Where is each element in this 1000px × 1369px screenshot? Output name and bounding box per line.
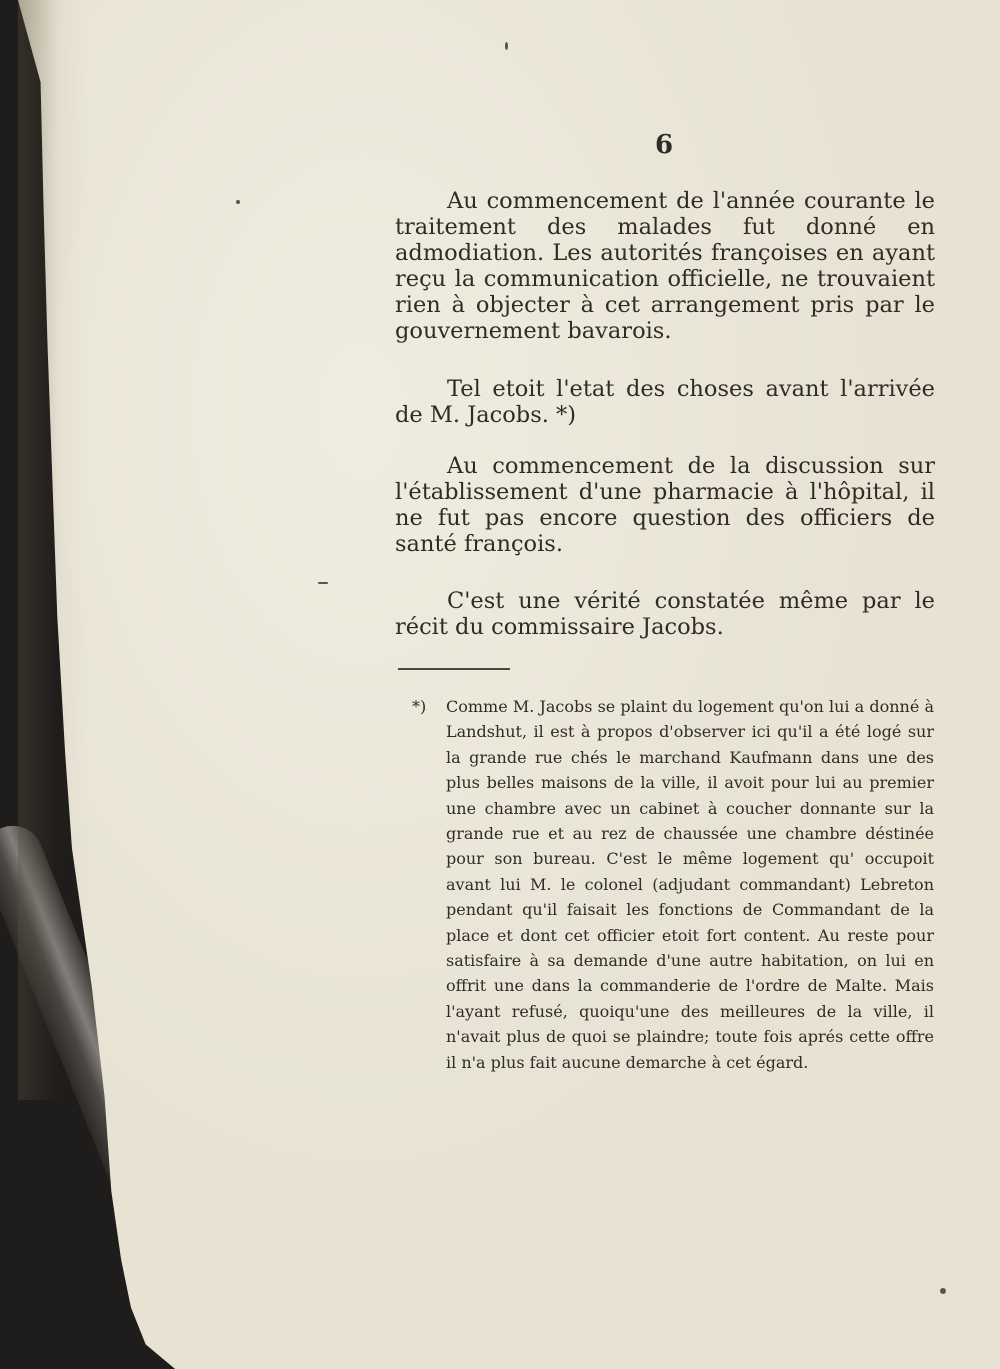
paper-speck xyxy=(318,582,328,584)
paper-speck xyxy=(940,1288,946,1294)
paper-speck xyxy=(505,42,508,50)
paragraph-commissaire-recit: C'est une vérité constatée même par le récit du commissaire Jacobs. xyxy=(395,588,935,640)
paper-speck xyxy=(236,200,240,204)
footnote-text: Comme M. Jacobs se plaint du logement qu'on lui a donné à Landshut, il est à propos d'observer ici qu'il a été logé sur la grande rue chés le marchand Kaufmann dans une des plus belles maisons de la ville, il avoit pour lui au premier une chambre avec un cabinet à coucher donnante sur la grande rue et au rez de chaussée une chambre déstinée pour son bureau. C'est le même logement qu' occupoit avant lui M. le colonel (adjudant commandant) Lebreton pendant qu'il faisait les fonctions de Commandant de la place et dont cet officier etoit fort content. Au reste pour satisfaire à sa demande d'une autre habitation, on lui en offrit une dans la commanderie de l'ordre de Malte. Mais l'ayant refusé, quoiqu'une des meilleures de la ville, il n'avait plus de quoi se plaindre; toute fois aprés cette offre il n'a plus fait aucune demarche à cet égard. xyxy=(446,697,934,1072)
paragraph-pharmacy-discussion: Au commencement de la discussion sur l'établissement d'une pharmacie à l'hôpital, il ne fut pas encore question des officiers de santé françois. xyxy=(395,453,935,557)
page-number: 6 xyxy=(655,130,674,160)
footnote-divider xyxy=(398,668,510,670)
paragraph-arrival-jacobs: Tel etoit l'etat des choses avant l'arrivée de M. Jacobs. *) xyxy=(395,376,935,428)
paragraph-admodiation: Au commencement de l'année courante le traitement des malades fut donné en admodiation. Les autorités françoises en ayant reçu la communication officielle, ne trouvaient rien à objecter à cet arrangement pris par le gouvernement bavarois. xyxy=(395,188,935,344)
footnote xyxy=(412,694,934,1075)
footnote-marker: *) xyxy=(412,697,427,716)
